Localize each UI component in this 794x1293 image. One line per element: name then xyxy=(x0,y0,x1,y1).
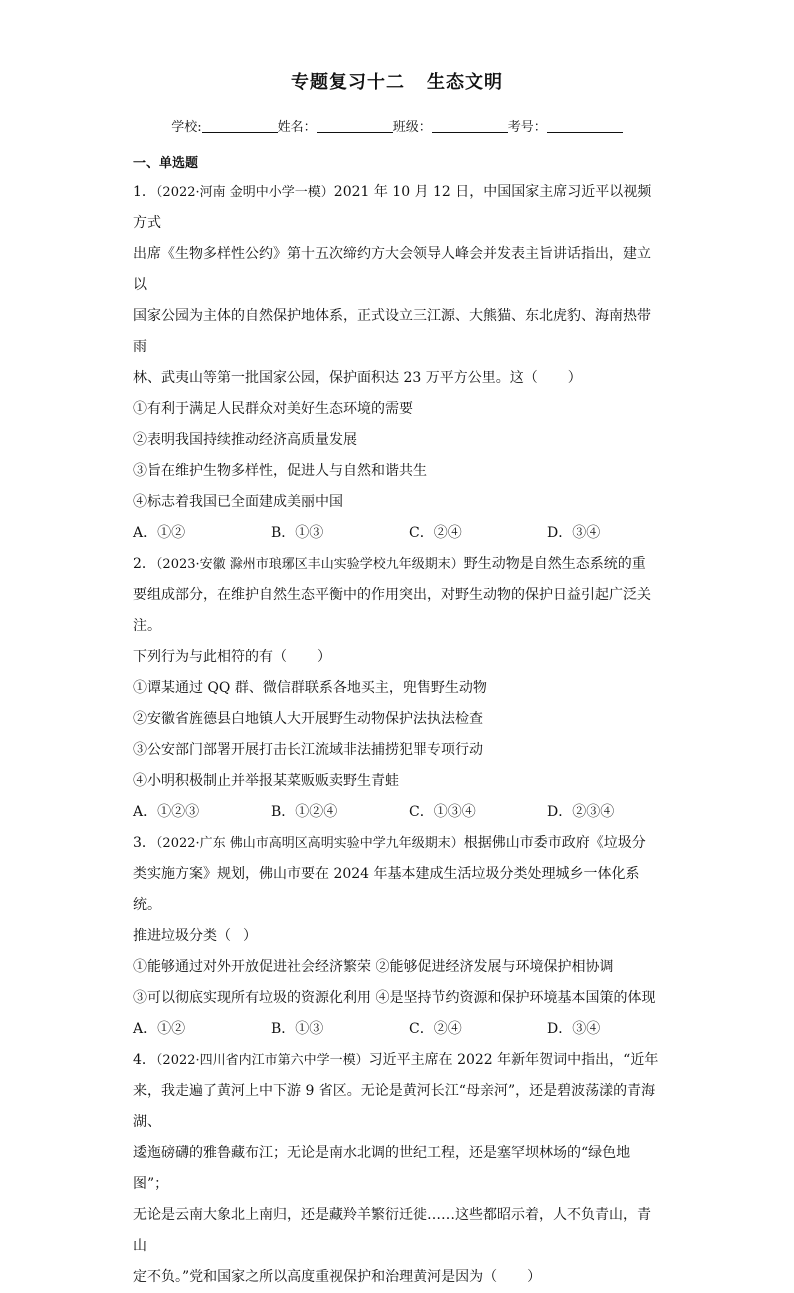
question-2 xyxy=(133,549,663,828)
question-stem: 逶迤磅礴的雅鲁藏布江；无论是南水北调的世纪工程，还是塞罕坝林场的“绿色地图”； xyxy=(133,1145,631,1192)
class-label: 班级： xyxy=(392,120,432,135)
choice-a[interactable]: A．①②③ xyxy=(133,804,200,820)
choice-b[interactable]: B．①②④ xyxy=(271,804,338,820)
statement-option: ①有利于满足人民群众对美好生态环境的需要 xyxy=(133,401,413,417)
statement-option: ①能够通过对外开放促进社会经济繁荣 ②能够促进经济发展与环境保护相协调 xyxy=(133,959,614,975)
number-blank[interactable] xyxy=(547,118,623,133)
question-stem: 1．（2022·河南 金明中小学一模）2021 年 10 月 12 日，中国国家主席习近平以视频方式 xyxy=(133,184,652,231)
class-blank[interactable] xyxy=(432,118,508,133)
question-stem: 定不负。”党和国家之所以高度重视保护和治理黄河是因为（ ） xyxy=(133,1269,542,1285)
choice-d[interactable]: D．③④ xyxy=(547,1021,601,1037)
choice-a[interactable]: A．①② xyxy=(133,525,186,541)
question-stem: 无论是云南大象北上南归，还是藏羚羊繁衍迁徙……这些都昭示着，人不负青山，青山 xyxy=(133,1207,651,1254)
statement-option: ①谭某通过 QQ 群、微信群联系各地买主，兜售野生动物 xyxy=(133,680,487,696)
question-stem: 林、武夷山等第一批国家公园，保护面积达 23 万平方公里。这（ ） xyxy=(133,370,582,386)
question-stem: 推进垃圾分类（ ） xyxy=(133,928,257,944)
statement-option: ③公安部门部署开展打击长江流域非法捕捞犯罪专项行动 xyxy=(133,742,483,758)
question-1 xyxy=(133,177,663,549)
question-stem: 要组成部分，在维护自然生态平衡中的作用突出，对野生动物的保护日益引起广泛关注。 xyxy=(133,587,651,634)
answer-choices xyxy=(133,1014,663,1045)
choice-a[interactable]: A．①② xyxy=(133,1021,186,1037)
choice-b[interactable]: B．①③ xyxy=(271,1021,324,1037)
choice-d[interactable]: D．②③④ xyxy=(547,804,615,820)
answer-choices xyxy=(133,518,663,549)
question-source: （2023·安徽 滁州市琅琊区丰山实验学校九年级期末） xyxy=(155,557,464,572)
question-4 xyxy=(133,1045,663,1293)
questions-container xyxy=(133,177,663,1293)
question-stem: 出席《生物多样性公约》第十五次缔约方大会领导人峰会并发表主旨讲话指出，建立以 xyxy=(133,246,651,293)
question-stem: 类实施方案》规划，佛山市要在 2024 年基本建成生活垃圾分类处理城乡一体化系统。 xyxy=(133,866,640,913)
question-source: （2022·广东 佛山市高明区高明实验中学九年级期末） xyxy=(155,836,464,851)
question-stem: 2．（2023·安徽 滁州市琅琊区丰山实验学校九年级期末）野生动物是自然生态系统的重 xyxy=(133,556,646,572)
choice-b[interactable]: B．①③ xyxy=(271,525,324,541)
statement-option: ④标志着我国已全面建成美丽中国 xyxy=(133,494,343,510)
name-blank[interactable] xyxy=(317,118,393,133)
question-stem: 国家公园为主体的自然保护地体系，正式设立三江源、大熊猫、东北虎豹、海南热带雨 xyxy=(133,308,651,355)
choice-c[interactable]: C．①③④ xyxy=(409,804,476,820)
statement-option: ④小明积极制止并举报某菜贩贩卖野生青蛙 xyxy=(133,773,399,789)
statement-option: ③可以彻底实现所有垃圾的资源化利用 ④是坚持节约资源和保护环境基本国策的体现 xyxy=(133,990,656,1006)
school-blank[interactable] xyxy=(202,118,278,133)
question-stem: 4．（2022·四川省内江市第六中学一模）习近平主席在 2022 年新年贺词中指出，“近年 xyxy=(133,1052,659,1068)
title-part-2: 生态文明 xyxy=(427,72,503,93)
question-stem: 3．（2022·广东 佛山市高明区高明实验中学九年级期末）根据佛山市委市政府《垃圾分 xyxy=(133,835,646,851)
statement-option: ②表明我国持续推动经济高质量发展 xyxy=(133,432,357,448)
statement-option: ②安徽省旌德县白地镇人大开展野生动物保护法执法检查 xyxy=(133,711,483,727)
question-source: （2022·河南 金明中小学一模） xyxy=(155,185,334,200)
question-stem: 来，我走遍了黄河上中下游 9 省区。无论是黄河长江“母亲河”，还是碧波荡漾的青海湖、 xyxy=(133,1083,656,1130)
name-label: 姓名： xyxy=(277,120,317,135)
choice-d[interactable]: D．③④ xyxy=(547,525,601,541)
answer-choices xyxy=(133,797,663,828)
question-stem: 下列行为与此相符的有（ ） xyxy=(133,649,331,665)
title-part-1: 专题复习十二 xyxy=(291,72,405,93)
choice-c[interactable]: C．②④ xyxy=(409,1021,462,1037)
page-title xyxy=(0,68,794,94)
choice-c[interactable]: C．②④ xyxy=(409,525,462,541)
number-label: 考号： xyxy=(507,120,547,135)
student-info-line xyxy=(0,116,794,135)
school-label: 学校: xyxy=(171,120,202,135)
statement-option: ③旨在维护生物多样性，促进人与自然和谐共生 xyxy=(133,463,427,479)
question-3 xyxy=(133,828,663,1045)
question-source: （2022·四川省内江市第六中学一模） xyxy=(155,1053,369,1068)
section-heading: 一、单选题 xyxy=(133,156,199,171)
